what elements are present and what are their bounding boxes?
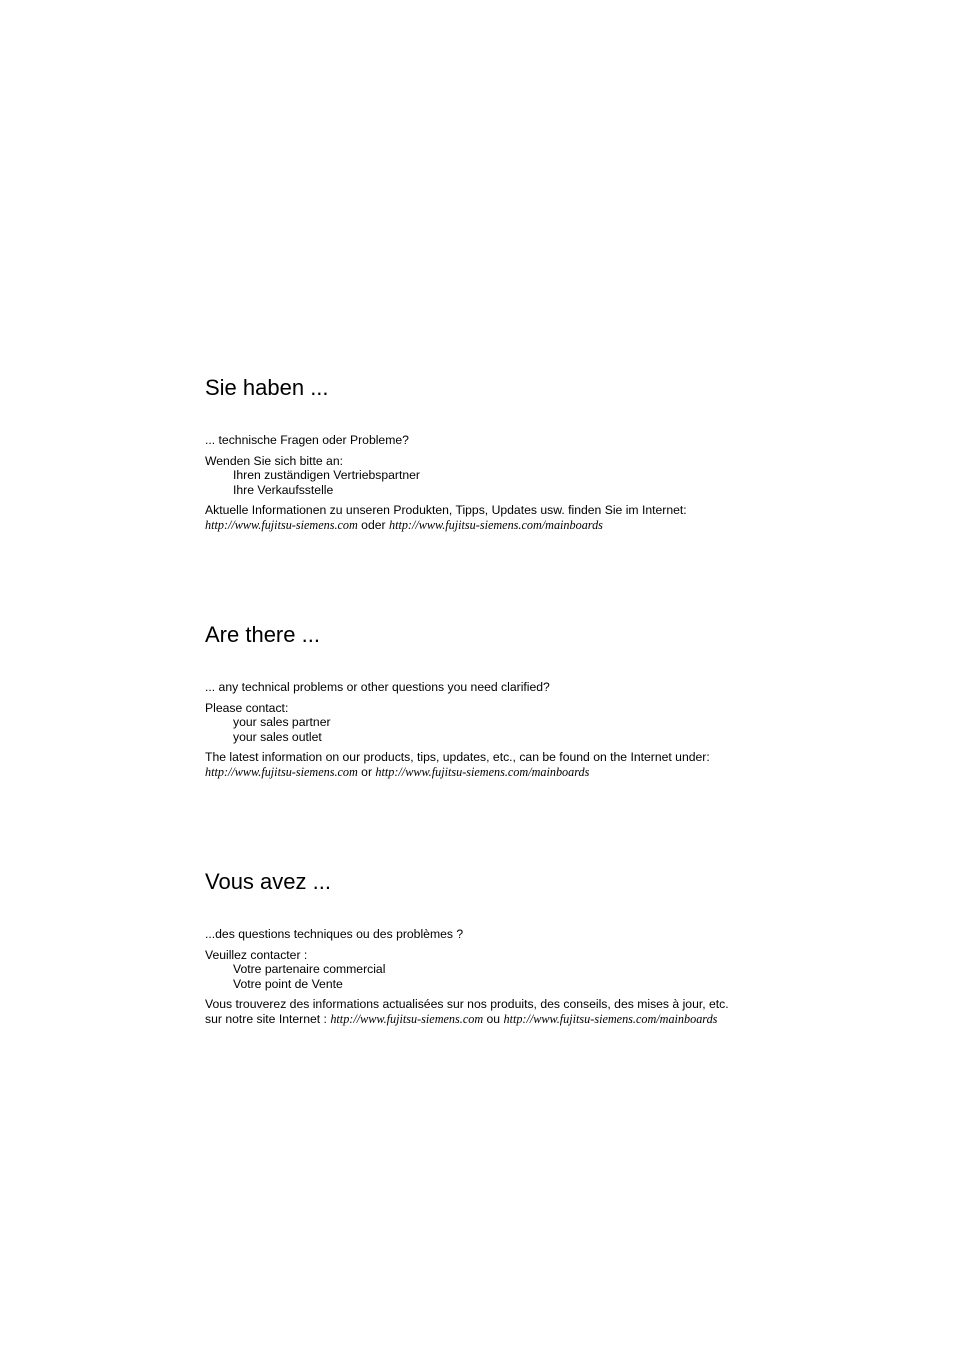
mainboards-link[interactable]: http://www.fujitsu-siemens.com/mainboards — [388, 517, 603, 532]
info-links — [205, 1012, 845, 1027]
question-text: ... technische Fragen oder Probleme? — [205, 433, 409, 447]
section-french — [205, 869, 845, 1027]
website-link[interactable]: http://www.fujitsu-siemens.com — [330, 1011, 484, 1026]
question-text: ... any technical problems or other questions you need clarified? — [205, 680, 550, 694]
link-connector: or — [357, 764, 376, 779]
info-text: Vous trouverez des informations actualisées sur nos produits, des conseils, des mises à jour, etc. — [205, 997, 729, 1012]
info-text: Aktuelle Informationen zu unseren Produkten, Tipps, Updates usw. finden Sie im Internet: — [205, 503, 687, 518]
question-text: ...des questions techniques ou des problèmes ? — [205, 927, 464, 941]
contact-item: your sales outlet — [233, 729, 322, 744]
info-text: The latest information on our products, tips, updates, etc., can be found on the Internet under: — [205, 750, 710, 765]
mainboards-link[interactable]: http://www.fujitsu-siemens.com/mainboards — [375, 764, 590, 779]
contact-item: Ihre Verkaufsstelle — [233, 482, 334, 497]
info-links — [205, 518, 845, 533]
info-links — [205, 765, 845, 780]
section-german — [205, 375, 845, 533]
contact-item: Votre partenaire commercial — [233, 962, 386, 977]
contact-intro: Wenden Sie sich bitte an: — [205, 453, 343, 468]
website-link[interactable]: http://www.fujitsu-siemens.com — [205, 517, 358, 532]
section-heading: Vous avez ... — [205, 869, 331, 894]
info-prefix: sur notre site Internet : — [205, 1011, 331, 1026]
link-connector: ou — [483, 1011, 504, 1026]
link-connector: oder — [357, 517, 389, 532]
contact-item: your sales partner — [233, 715, 331, 730]
section-english — [205, 622, 845, 780]
section-heading: Are there ... — [205, 622, 320, 647]
contact-intro: Please contact: — [205, 700, 289, 715]
section-heading: Sie haben ... — [205, 375, 329, 400]
contact-intro: Veuillez contacter : — [205, 947, 308, 962]
contact-item: Ihren zuständigen Vertriebspartner — [233, 468, 420, 483]
mainboards-link[interactable]: http://www.fujitsu-siemens.com/mainboards — [503, 1011, 718, 1026]
website-link[interactable]: http://www.fujitsu-siemens.com — [205, 764, 358, 779]
contact-item: Votre point de Vente — [233, 976, 343, 991]
